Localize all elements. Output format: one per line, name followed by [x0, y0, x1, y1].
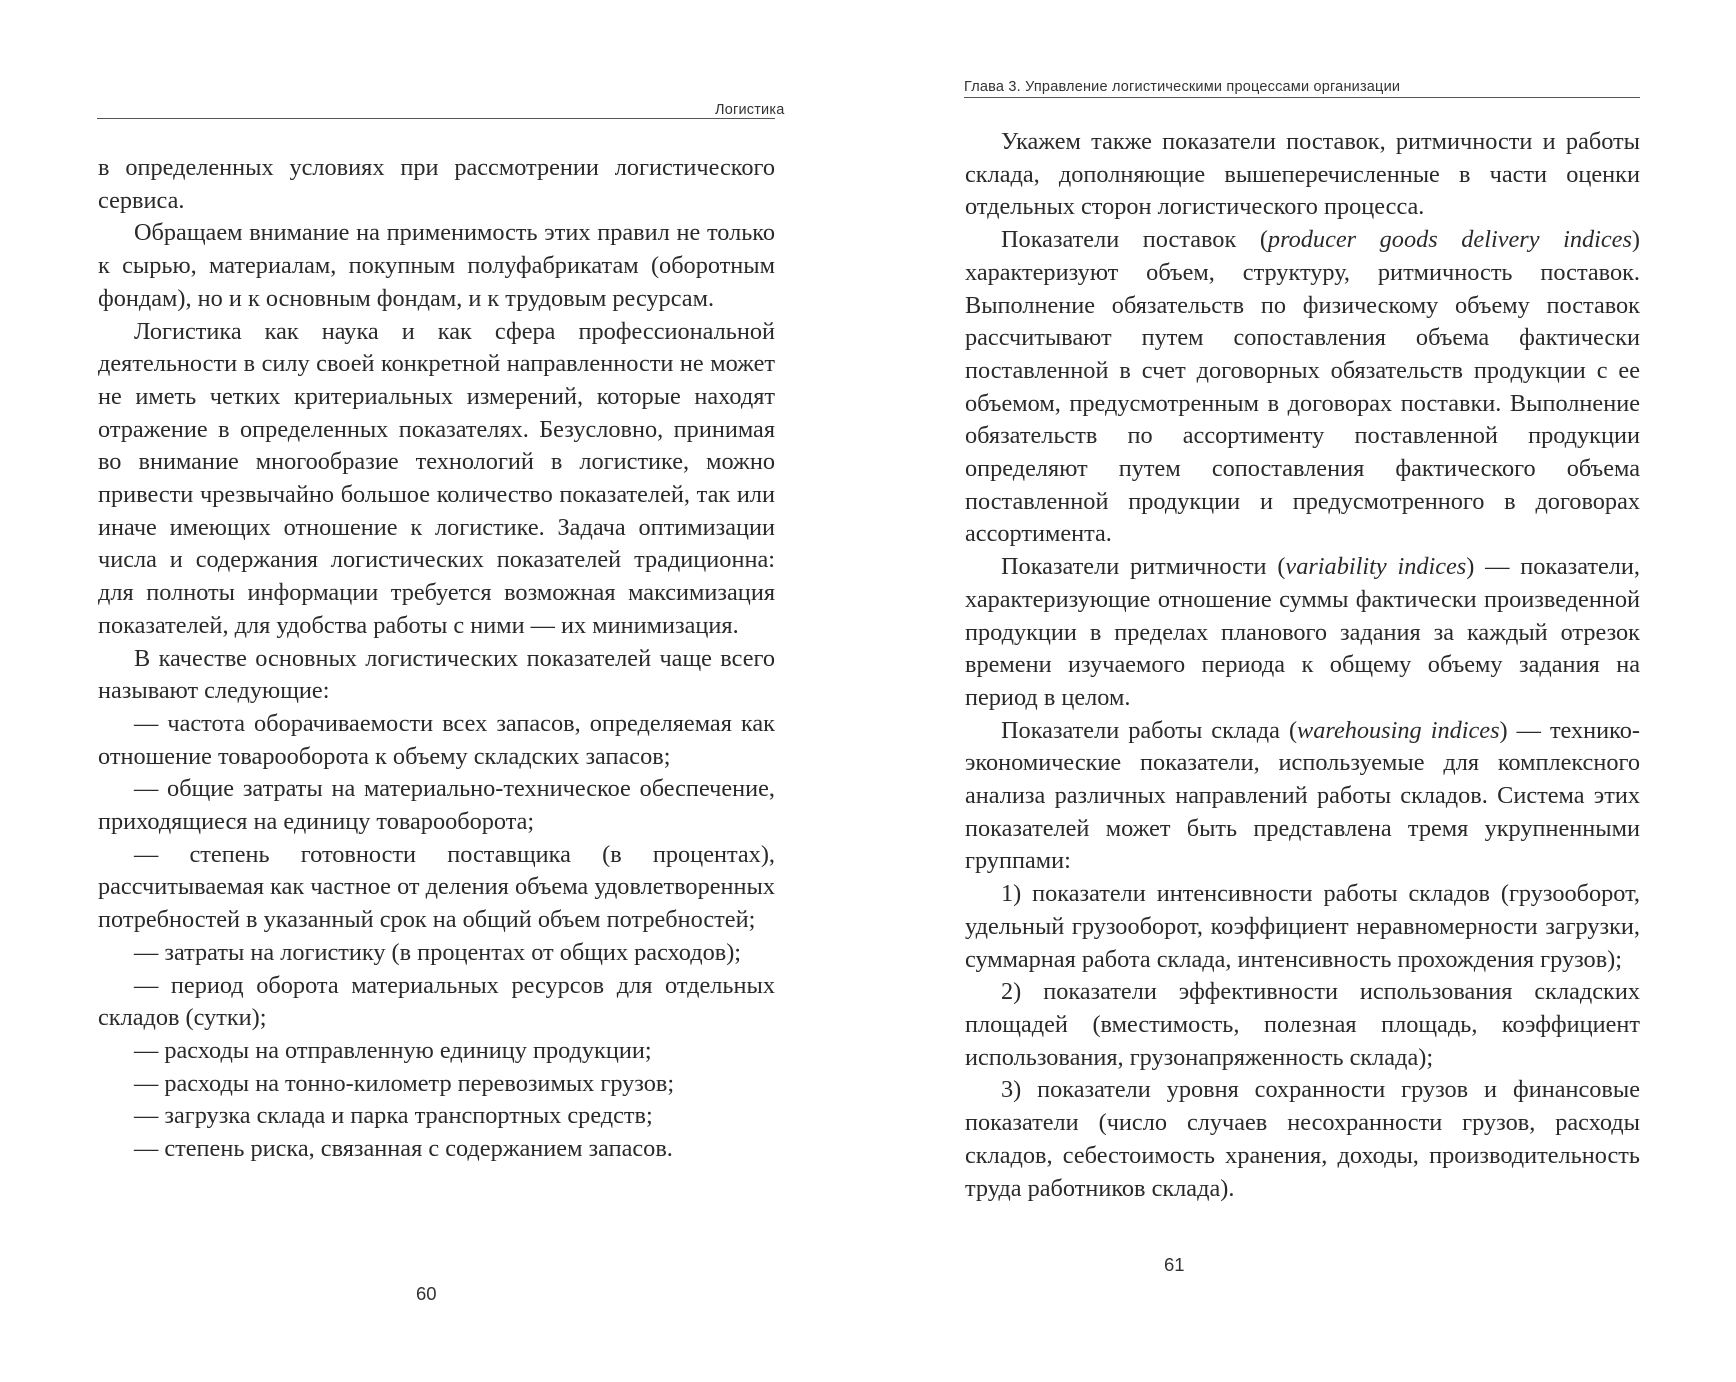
paragraph-lead: Показатели ритмичности (	[1001, 553, 1286, 581]
running-head: Глава 3. Управление логистическими процессами организации	[964, 79, 1401, 95]
list-item: — общие затраты на материально-техническое обеспечение, приходящиеся на единицу товарооборота;	[98, 775, 775, 836]
list-item: — затраты на логистику (в процентах от общих расходов);	[134, 938, 742, 966]
list-item: — степень готовности поставщика (в процентах), рассчитываемая как частное от деления объема удовлетворенных потребностей в указанный срок на общий объем потребностей;	[98, 840, 775, 934]
paragraph	[965, 224, 1640, 551]
page-body	[965, 126, 1640, 1205]
header-rule	[964, 97, 1640, 98]
english-term: warehousing indices	[1297, 716, 1500, 744]
list-item: — расходы на отправленную единицу продукции;	[134, 1036, 652, 1064]
paragraph: Обращаем внимание на применимость этих правил не только к сырью, материалам, покупным полуфабрикатам (оборотным фондам), но и к основным фондам, и к трудовым ресурсам.	[98, 219, 775, 312]
list-item: — расходы на тонно-километр перевозимых грузов;	[134, 1069, 675, 1097]
running-head: Логистика	[715, 102, 785, 118]
paragraph: Укажем также показатели поставок, ритмичности и работы склада, дополняющие вышеперечисленные в части оценки отдельных сторон логистического процесса.	[965, 128, 1640, 221]
paragraph	[965, 551, 1640, 715]
numbered-item: 2) показатели эффективности использования складских площадей (вместимость, полезная площадь, коэффициент использования, грузонапряженность склада);	[965, 978, 1640, 1071]
header-rule	[97, 118, 775, 119]
page-body	[98, 152, 775, 1166]
paragraph: В качестве основных логистических показателей чаще всего называют следующие:	[98, 644, 775, 705]
page-number: 60	[416, 1283, 437, 1304]
right-page	[868, 0, 1736, 1382]
paragraph-lead: Показатели работы склада (	[1001, 716, 1298, 744]
page-number: 61	[1164, 1254, 1185, 1275]
list-item: — загрузка склада и парка транспортных средств;	[134, 1102, 653, 1130]
paragraph-rest: ) — технико-экономические показатели, используемые для комплексного анализа различных направлений работы складов. Система этих показателей может быть представлена тремя укрупненными группами:	[965, 716, 1640, 875]
paragraph-rest: ) — показатели, характеризующие отношение суммы фактически произведенной продукции в пределах планового задания за каждый отрезок времени изучаемого периода к общему объему задания на период в целом.	[965, 553, 1641, 711]
numbered-item: 1) показатели интенсивности работы складов (грузооборот, удельный грузооборот, коэффициент неравномерности загрузки, суммарная работа склада, интенсивность прохождения грузов);	[965, 880, 1640, 973]
list-item: — степень риска, связанная с содержанием запасов.	[134, 1135, 673, 1163]
paragraph: Логистика как наука и как сфера профессиональной деятельности в силу своей конкретной направленности не может не иметь четких критериальных измерений, которые находят отражение в определенных показателях. Безусловно, принимая во внимание многообразие технологий в логистике, можно привести чрезвычайно большое количество показателей, так или иначе имеющих отношение к логистике. Задача оптимизации числа и содержания логистических показателей традиционна: для полноты информации требуется возможная максимизация показателей, для удобства работы с ними — их минимизация.	[98, 317, 775, 639]
paragraph	[965, 715, 1640, 879]
paragraph-rest: ) характеризуют объем, структуру, ритмичность поставок. Выполнение обязательств по физическому объему поставок рассчитывают путем сопоставления объема фактически поставленной в счет договорных обязательств продукции с ее объемом, предусмотренным в договорах поставки. Выполнение обязательств по ассортименту поставленной продукции определяют путем сопоставления фактического объема поставленной продукции и предусмотренного в договорах ассортимента.	[965, 226, 1640, 548]
numbered-item: 3) показатели уровня сохранности грузов и финансовые показатели (число случаев несохранности грузов, расходы складов, себестоимость хранения, доходы, производительность труда работников склада).	[965, 1076, 1640, 1202]
english-term: producer goods delivery indices	[1267, 226, 1632, 254]
paragraph-lead: Показатели поставок (	[1001, 226, 1268, 254]
list-item: — частота оборачиваемости всех запасов, определяемая как отношение товарооборота к объему складских запасов;	[98, 709, 775, 770]
list-item: — период оборота материальных ресурсов для отдельных складов (сутки);	[98, 971, 775, 1032]
paragraph: в определенных условиях при рассмотрении логистического сервиса.	[98, 154, 775, 214]
english-term: variability indices	[1285, 553, 1467, 581]
